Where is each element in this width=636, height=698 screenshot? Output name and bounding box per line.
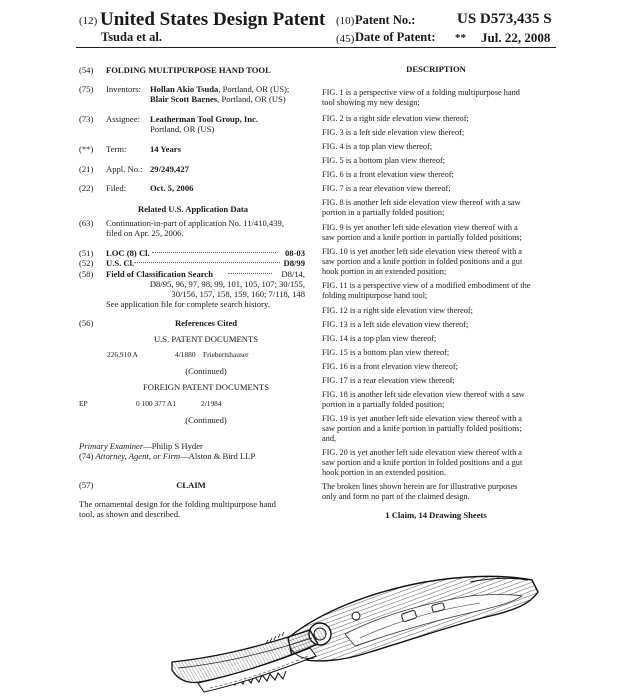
desc-line: FIG. 6 is a front elevation view thereof; [322,170,454,179]
uscl-label: U.S. Cl. [106,258,135,268]
desc-line: FIG. 12 is a right side elevation view thereof; [322,306,473,315]
field-line-4: See application file for complete search history. [106,299,270,309]
desc-line: tool showing my new design; [322,98,420,107]
title-code: (54) [79,65,94,75]
continued-1: (Continued) [185,366,227,376]
claims-sheets-summary: 1 Claim, 14 Drawing Sheets [385,510,487,520]
desc-line: portion in a partially folded position; [322,208,445,217]
hand-tool-drawing [170,552,540,698]
appl-code: (21) [79,164,94,174]
us-docs-heading: U.S. PATENT DOCUMENTS [153,334,259,344]
field-line-2: D8/95, 96, 97, 98, 99, 101, 105, 107; 30/155, [149,279,305,289]
continuation-line-2: filed on Apr. 25, 2006. [106,228,184,238]
assignee-location: Portland, OR (US) [150,124,215,134]
filed-value: Oct. 5, 2006 [150,183,194,193]
patent-title: FOLDING MULTIPURPOSE HAND TOOL [106,65,271,75]
refs-code: (56) [79,318,94,328]
description-heading: DESCRIPTION [406,64,466,74]
header-code-45: (45) [336,33,355,45]
primary-examiner: Primary Examiner—Philip S Hyder [79,441,203,451]
desc-line: FIG. 14 is a top plan view thereof; [322,334,437,343]
desc-line: FIG. 20 is yet another left side elevation view thereof with a [322,448,522,457]
loc-value: 08-03 [284,248,305,258]
assignee-name: Leatherman Tool Group, Inc. [150,114,258,124]
filed-label: Filed: [106,183,127,193]
desc-line: FIG. 2 is a right side elevation view thereof; [322,114,469,123]
inventor-short: Tsuda et al. [101,30,163,44]
desc-line: FIG. 7 is a rear elevation view thereof; [322,184,451,193]
claim-heading: CLAIM [176,480,206,490]
desc-line: FIG. 11 is a perspective view of a modified embodiment of the [322,281,531,290]
desc-line: saw portion and a knife portion in partially folded positions; [322,424,522,433]
inventor-1: Hollan Akio Tsuda, Portland, OR (US); [150,84,290,94]
continued-2: (Continued) [185,415,227,425]
claim-code: (57) [79,480,94,490]
patent-number: US D573,435 S [457,11,552,27]
desc-line: hook portion in an extended position; [322,267,447,276]
us-doc-date: 4/1880 [175,350,196,359]
foreign-number: 0 100 377 A1 [136,399,177,408]
inventors-label: Inventors: [106,84,141,94]
claim-line-1: The ornamental design for the folding multipurpose hand [79,499,276,509]
desc-line: and, [322,434,337,443]
loc-leader [152,252,276,253]
header-code-12: (12) [79,15,98,27]
desc-line: FIG. 16 is a front elevation view thereof; [322,362,458,371]
assignee-code: (73) [79,114,94,124]
desc-line: hook portion in an extended position. [322,468,446,477]
desc-line: saw portion and a knife portion in folded positions and a gut [322,257,523,266]
attorney: (74) Attorney, Agent, or Firm—Alston & Bird LLP [79,451,256,461]
desc-line: FIG. 17 is a rear elevation view thereof; [322,376,455,385]
field-leader [228,273,272,274]
term-code: (**) [79,144,94,154]
term-value: 14 Years [150,144,181,154]
desc-line: folding multipurpose hand tool; [322,291,428,300]
inventors-code: (75) [79,84,94,94]
desc-line: The broken lines shown herein are for illustrative purposes [322,482,518,491]
claim-line-2: tool, as shown and described. [79,509,181,519]
desc-line: FIG. 10 is yet another left side elevation view thereof with a [322,247,522,256]
date-stars: ** [455,32,466,44]
desc-line: FIG. 1 is a perspective view of a folding multipurpose hand [322,88,520,97]
refs-heading: References Cited [174,318,238,328]
desc-line: FIG. 18 is another left side elevation view thereof with a saw [322,390,525,399]
related-heading: Related U.S. Application Data [137,204,249,214]
foreign-country: EP [79,399,88,408]
assignee-label: Assignee: [106,114,140,124]
desc-line: saw portion and a knife portion in folded positions and a gut [322,458,523,467]
desc-line: FIG. 5 is a bottom plan view thereof; [322,156,446,165]
date-label: Date of Patent: [355,30,436,44]
field-code: (58) [79,269,94,279]
uscl-value: D8/99 [283,258,305,268]
continuation-code: (63) [79,218,94,228]
loc-code: (51) [79,248,94,258]
appl-value: 29/249,427 [150,164,189,174]
desc-line: FIG. 19 is yet another left side elevation view thereof with a [322,414,522,423]
desc-line: FIG. 8 is another left side elevation view thereof with a saw [322,198,521,207]
field-line-3: 30/156, 157, 158, 159, 160; 7/118, 148 [171,289,305,299]
patent-no-label: Patent No.: [355,13,416,27]
desc-line: saw portion and a knife portion in partially folded positions; [322,233,522,242]
desc-line: FIG. 13 is a left side elevation view thereof; [322,320,469,329]
foreign-docs-heading: FOREIGN PATENT DOCUMENTS [142,382,270,392]
header-rule [76,47,556,48]
uscl-leader [134,262,280,263]
inventor-2: Blair Scott Barnes, Portland, OR (US) [150,94,286,104]
document-title: United States Design Patent [100,9,326,30]
loc-label: LOC (8) Cl. [106,248,150,258]
field-value: D8/14, [281,269,305,279]
us-doc-name: Friebertshauser [203,350,249,359]
header-code-10: (10) [336,15,355,27]
desc-line: portion in a partially folded position; [322,400,445,409]
foreign-date: 2/1984 [201,399,222,408]
appl-label: Appl. No.: [106,164,143,174]
desc-line: FIG. 3 is a left side elevation view thereof; [322,128,465,137]
patent-date: Jul. 22, 2008 [481,30,551,45]
filed-code: (22) [79,183,94,193]
desc-line: FIG. 9 is yet another left side elevation view thereof with a [322,223,518,232]
continuation-line-1: Continuation-in-part of application No. 11/410,439, [106,218,284,228]
us-doc-number: 226,910 A [107,350,138,359]
term-label: Term: [106,144,127,154]
desc-line: only and form no part of the claimed design. [322,492,470,501]
desc-line: FIG. 4 is a top plan view thereof; [322,142,433,151]
field-label: Field of Classification Search [106,269,214,279]
desc-line: FIG. 15 is a bottom plan view thereof; [322,348,450,357]
uscl-code: (52) [79,258,94,268]
